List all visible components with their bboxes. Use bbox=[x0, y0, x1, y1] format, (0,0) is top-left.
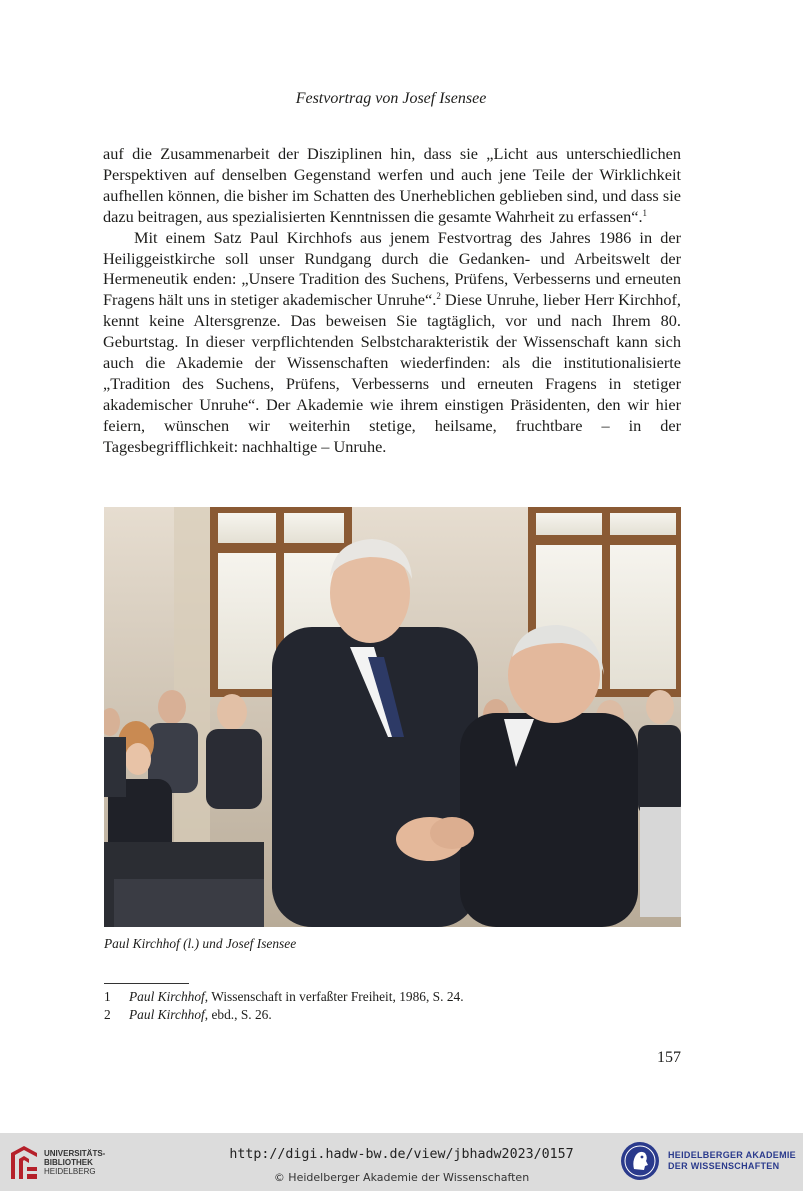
footnote-number: 2 bbox=[104, 1007, 111, 1022]
footnote-citation: , ebd., S. 26. bbox=[204, 1007, 272, 1022]
paragraph-1 bbox=[103, 144, 681, 228]
body-text bbox=[103, 144, 681, 458]
academy-seal-icon bbox=[620, 1141, 660, 1181]
footnotes bbox=[104, 988, 464, 1024]
footnote-1 bbox=[104, 988, 464, 1006]
photo-illustration bbox=[104, 507, 681, 927]
library-name-line: BIBLIOTHEK bbox=[44, 1157, 93, 1167]
paragraph-2-text-b: Diese Unruhe, lieber Herr Kirchhof, kennt keine Altersgrenze. Das beweisen Sie tagtäglich, vor und nach Ihrem 80. Geburtstag. In dieser verpflichtenden Selbstcharakteristik der Wissenschaft kann sich auch die Akademie der Wissenschaften wiederfinden: als die institutionalisierte „Tradition des Suchens, Prüfens, Verbesserns und erneuten Fragens in stetiger akademischer Unruhe“. Der Akademie wie ihrem einstigen Präsidenten, den wir hier feiern, wünschen wir weiterhin stetige, heilsame, fruchtbare – in der Tagesbegrifflichkeit: nachhaltige – Unruhe. bbox=[103, 290, 681, 456]
footnote-author: Paul Kirchhof bbox=[129, 1007, 205, 1022]
figure-caption: Paul Kirchhof (l.) und Josef Isensee bbox=[104, 936, 297, 951]
copyright-notice: © Heidelberger Akademie der Wissenschaften bbox=[273, 1171, 530, 1184]
paragraph-2-text-a: Mit einem Satz Paul Kirchhofs aus jenem Festvortrag des Jahres 1986 in der Heiliggeistkirche soll unser Rundgang durch die Gedanken- und Arbeitswelt der Hermeneutik enden: „Unsere Tradition des Suchens, Prüfens, Verbesserns und erneuten Fragens hält uns in stetiger akademischer Unruhe“. bbox=[103, 227, 681, 310]
academy-logo[interactable] bbox=[620, 1141, 796, 1181]
footnote-citation: , Wissenschaft in verfaßter Freiheit, 1986, S. 24. bbox=[204, 989, 464, 1004]
footer-bar bbox=[0, 1133, 803, 1191]
academy-name bbox=[668, 1150, 796, 1172]
paragraph-1-text: auf die Zusammenarbeit der Disziplinen hin, dass sie „Licht aus unterschiedlichen Perspektiven auf denselben Gegenstand werfen und auch jene Teile der Wirklichkeit aufhellen können, die bisher im Schatten des Unerheblichen geblieben sind, und dass sie dazu beitragen, aus spezialisierten Kenntnissen die gesamte Wahrheit zu erfassen“. bbox=[103, 144, 681, 226]
footnote-text bbox=[129, 1006, 272, 1024]
footnote-number: 1 bbox=[104, 989, 111, 1004]
footnote-ref-2[interactable]: 2 bbox=[436, 291, 441, 302]
footnote-text bbox=[129, 988, 464, 1006]
footnote-divider bbox=[104, 983, 189, 984]
running-header: Festvortrag von Josef Isensee bbox=[295, 90, 487, 107]
library-name-line: UNIVERSITÄTS- bbox=[44, 1148, 106, 1158]
library-name-line: HEIDELBERG bbox=[44, 1166, 96, 1176]
academy-name-line: DER WISSENSCHAFTEN bbox=[668, 1161, 780, 1171]
photo-handshake bbox=[104, 507, 681, 927]
page-number: 157 bbox=[657, 1049, 681, 1066]
paragraph-2 bbox=[103, 228, 681, 458]
footnote-author: Paul Kirchhof bbox=[129, 989, 205, 1004]
footnote-ref-1[interactable]: 1 bbox=[642, 207, 648, 218]
academy-name-line: HEIDELBERGER AKADEMIE bbox=[668, 1150, 796, 1160]
permalink-url[interactable]: http://digi.hadw-bw.de/view/jbhadw2023/0157 bbox=[229, 1147, 574, 1162]
footnote-2 bbox=[104, 1006, 464, 1024]
